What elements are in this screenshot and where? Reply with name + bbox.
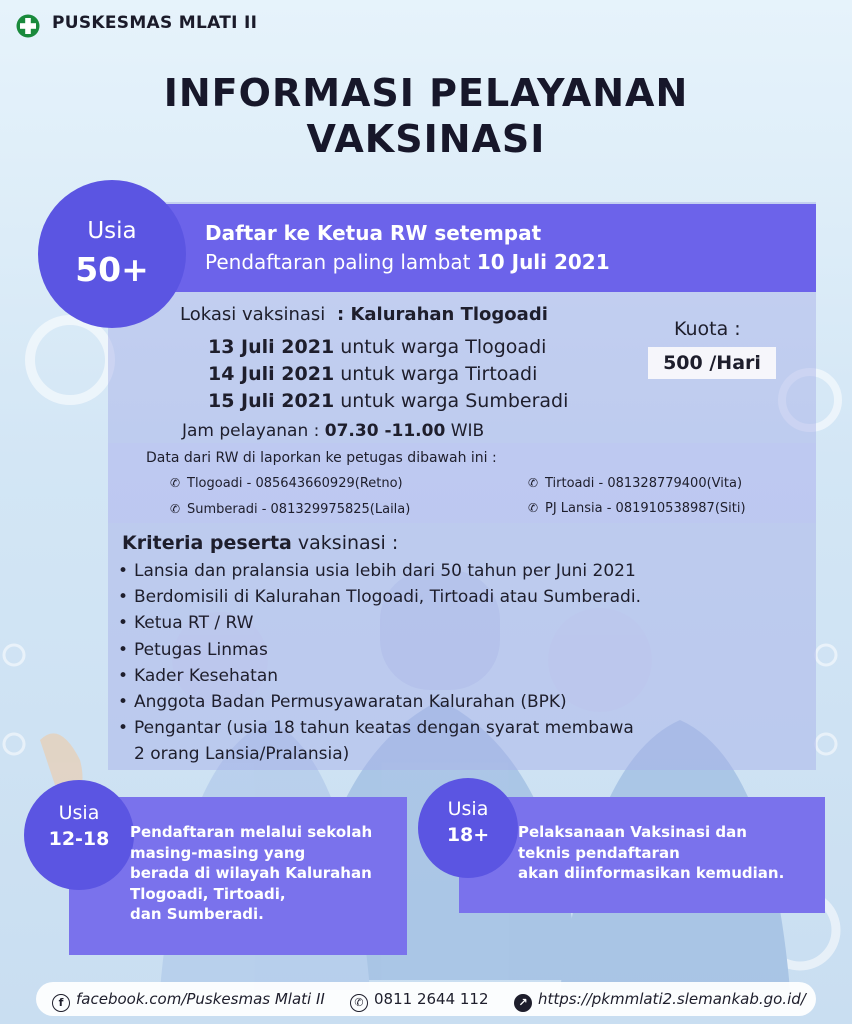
criteria-title-bold: Kriteria peserta [122,532,292,554]
phone-icon: ✆ [170,502,181,516]
criteria-line-2: 2 orang Lansia/Pralansia) [134,744,350,765]
date-value: 14 Juli 2021 [208,363,335,385]
contact-tlogoadi [170,476,403,491]
registration-line-1: Daftar ke Ketua RW setempat [205,221,542,245]
contact-text: Tlogoadi - 085643660929(Retno) [187,476,403,491]
facebook-link[interactable]: facebook.com/Puskesmas Mlati II [76,990,325,1008]
hours-suffix: WIB [445,421,485,441]
date-value: 15 Juli 2021 [208,390,335,412]
card-line: teknis pendaftaran [518,843,680,862]
registration-banner [108,204,816,292]
phone-icon: ✆ [170,476,181,490]
quota-label: Kuota : [674,318,741,340]
location-value: : Kalurahan Tlogoadi [337,304,548,325]
quota-value: 500 /Hari [648,347,776,379]
title-line-1: INFORMASI PELAYANAN [163,71,689,115]
registration-deadline-label: Pendaftaran paling lambat [205,250,477,274]
date-row-1 [208,336,546,358]
whatsapp-icon: ✆ [350,994,368,1012]
criteria-line-1: • Pengantar (usia 18 tahun keatas dengan syarat membawa [134,718,634,739]
website-link[interactable]: https://pkmmlati2.slemankab.go.id/ [538,990,806,1008]
page-title [0,70,852,162]
date-row-3 [208,390,568,412]
contact-text: Tirtoadi - 081328779400(Vita) [545,476,743,491]
age-badge-18-plus [418,778,518,878]
facebook-icon: f [52,994,70,1012]
criteria-title [122,532,398,554]
card-18-plus-text [518,822,818,884]
badge-age: 18+ [446,824,490,846]
criteria-item: • Petugas Linmas [116,637,676,663]
card-line: Tlogoadi, Tirtoadi, [130,884,286,903]
whatsapp-number[interactable]: 0811 2644 112 [374,990,489,1008]
card-12-18-text [130,822,400,925]
criteria-item: • Kader Kesehatan [116,663,676,689]
badge-label: Usia [58,802,100,824]
criteria-list [116,558,676,768]
date-row-2 [208,363,537,385]
criteria-item: • Berdomisili di Kalurahan Tlogoadi, Tirtoadi atau Sumberadi. [116,584,676,610]
badge-label: Usia [87,218,137,244]
badge-age: 50+ [75,250,149,289]
phone-icon: ✆ [528,501,539,515]
card-line: berada di wilayah Kalurahan [130,864,372,882]
contacts-intro: Data dari RW di laporkan ke petugas dibawah ini : [146,450,497,466]
card-line: masing-masing yang [130,843,306,862]
badge-age: 12-18 [48,828,110,850]
title-line-2: VAKSINASI [306,117,546,161]
date-value: 13 Juli 2021 [208,336,335,358]
phone-icon: ✆ [528,476,539,490]
criteria-item-last [116,715,676,767]
badge-label: Usia [447,798,489,820]
contact-sumberadi [170,502,410,517]
contact-pj-lansia [528,501,746,516]
age-badge-12-18 [24,780,134,890]
criteria-title-rest: vaksinasi : [291,532,399,554]
footer-facebook[interactable] [52,990,325,1012]
contact-text: Sumberadi - 081329975825(Laila) [187,502,411,517]
hours-value: 07.30 -11.00 [324,421,446,441]
date-text: untuk warga Tlogoadi [334,336,547,358]
service-hours [182,421,484,441]
org-name: PUSKESMAS MLATI II [52,13,258,33]
card-line: dan Sumberadi. [130,905,264,923]
date-text: untuk warga Sumberadi [334,390,569,412]
card-line: Pendaftaran melalui sekolah [130,823,373,841]
registration-deadline-date: 10 Juli 2021 [476,250,610,274]
globe-cursor-icon: ↗ [514,994,532,1012]
hours-label: Jam pelayanan : [182,421,325,441]
registration-line-2 [205,250,610,274]
criteria-item: • Anggota Badan Permusyawaratan Kalurahan (BPK) [116,689,676,715]
card-line: Pelaksanaan Vaksinasi dan [518,823,747,841]
footer-website[interactable] [514,990,806,1012]
card-line: akan diinformasikan kemudian. [518,864,785,882]
contact-text: PJ Lansia - 081910538987(Siti) [545,501,746,516]
location-row [180,304,548,325]
date-text: untuk warga Tirtoadi [334,363,538,385]
age-badge-50 [38,180,186,328]
criteria-item: • Ketua RT / RW [116,610,676,636]
criteria-item: • Lansia dan pralansia usia lebih dari 50 tahun per Juni 2021 [116,558,676,584]
location-label: Lokasi vaksinasi [180,304,326,325]
footer-whatsapp[interactable] [350,990,489,1012]
contact-tirtoadi [528,476,742,491]
green-cross-icon [16,14,40,38]
